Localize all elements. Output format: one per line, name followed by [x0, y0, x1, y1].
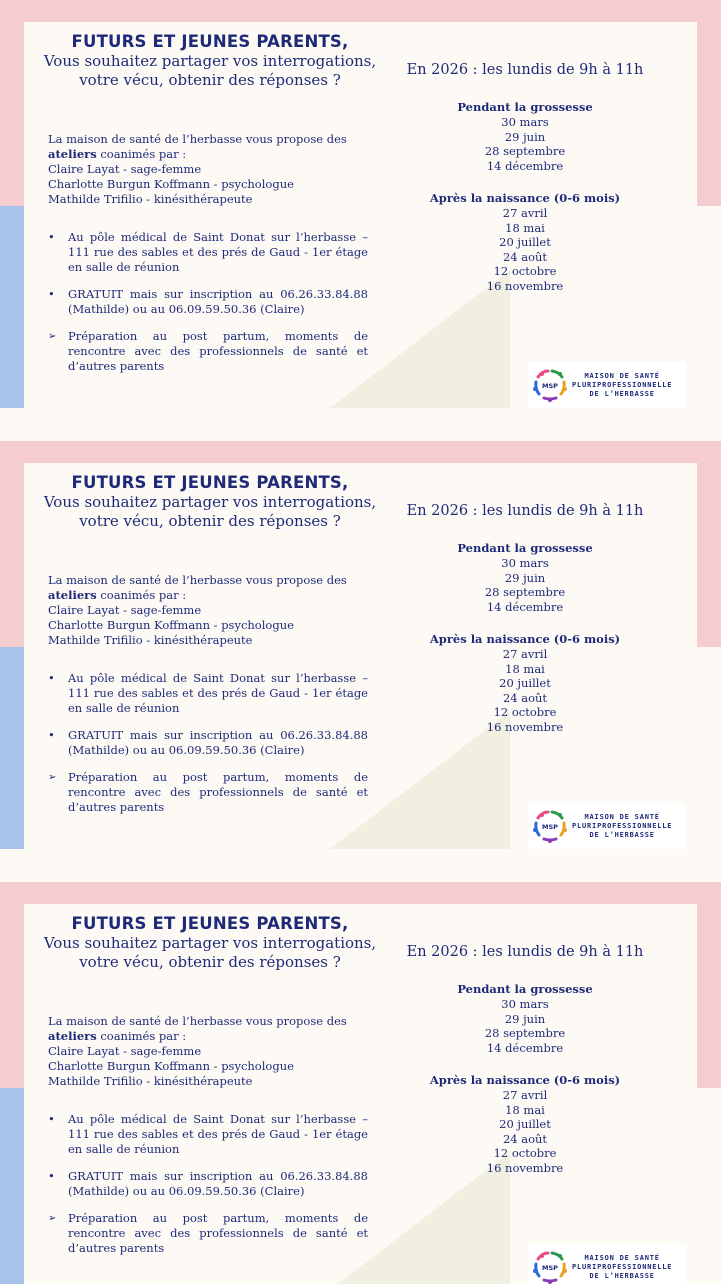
- arrow-bullet-icon: ➢: [48, 1213, 57, 1224]
- logo-line: MAISON DE SANTÉ: [584, 812, 660, 821]
- bullet-topic: [48, 770, 368, 815]
- msp-logo: [528, 362, 686, 408]
- bullet-registration: [48, 728, 368, 758]
- logo-line: PLURIPROFESSIONNELLE: [572, 380, 673, 389]
- pregnancy-dates: [400, 541, 650, 614]
- after-birth-dates: [400, 1073, 650, 1175]
- logo-line: DE L’HERBASSE: [589, 389, 655, 398]
- intro-paragraph: [48, 132, 368, 207]
- date-item: 27 avril: [502, 206, 548, 220]
- date-item: 12 octobre: [493, 1146, 557, 1160]
- date-item: 20 juillet: [499, 1117, 551, 1131]
- date-item: 16 novembre: [486, 278, 564, 293]
- staff-member: Charlotte Burgun Koffmann - psychologue: [48, 177, 294, 191]
- flyer-title: [40, 914, 380, 972]
- logo-line: MAISON DE SANTÉ: [584, 1253, 660, 1262]
- bullet-location: [48, 230, 368, 275]
- bullet-dot-icon: •: [48, 1169, 55, 1183]
- date-item: 14 décembre: [486, 599, 564, 614]
- date-item: 27 avril: [502, 1088, 548, 1102]
- pregnancy-title: Pendant la grossesse: [457, 541, 593, 555]
- date-item: 18 mai: [505, 1102, 545, 1117]
- logo-line: DE L’HERBASSE: [589, 830, 655, 839]
- intro-bold: ateliers: [48, 147, 97, 161]
- date-item: 12 octobre: [493, 264, 557, 278]
- date-item: 18 mai: [505, 220, 545, 235]
- staff-member: Mathilde Trifilio - kinésithérapeute: [48, 633, 253, 647]
- date-item: 16 novembre: [486, 719, 564, 734]
- schedule-heading: En 2026 : les lundis de 9h à 11h: [406, 503, 644, 519]
- flyer: [0, 441, 721, 882]
- bullet-topic: [48, 329, 368, 374]
- date-item: 28 septembre: [484, 144, 566, 158]
- bullet-text: Au pôle médical de Saint Donat sur l’herbasse – 111 rue des sables et des prés de Gaud - 1er étage en salle de réunion: [68, 230, 368, 274]
- msp-logo-icon: [528, 804, 572, 848]
- msp-badge: MSP: [542, 823, 558, 831]
- title-main: FUTURS ET JEUNES PARENTS,: [71, 914, 349, 933]
- info-bullets: [48, 671, 368, 827]
- date-item: 29 juin: [504, 570, 546, 585]
- after-birth-title: Après la naissance (0-6 mois): [429, 632, 621, 646]
- bullet-location: [48, 1112, 368, 1157]
- pregnancy-dates: [400, 100, 650, 173]
- blue-triangle-decor: [0, 641, 40, 851]
- flyer-title: [40, 32, 380, 90]
- pink-band-right: [697, 441, 721, 647]
- bullet-dot-icon: •: [48, 1112, 55, 1126]
- title-main: FUTURS ET JEUNES PARENTS,: [71, 32, 349, 51]
- staff-member: Claire Layat - sage-femme: [48, 1044, 202, 1058]
- msp-logo-text: [572, 1254, 672, 1281]
- bullet-dot-icon: •: [48, 671, 55, 685]
- title-subtitle: Vous souhaitez partager vos interrogations, votre vécu, obtenir des réponses ?: [43, 934, 377, 971]
- date-item: 18 mai: [505, 661, 545, 676]
- date-item: 16 novembre: [486, 1160, 564, 1175]
- intro-text-end: coanimés par :: [96, 1029, 187, 1043]
- intro-text: La maison de santé de l’herbasse vous propose des: [48, 132, 347, 146]
- arrow-bullet-icon: ➢: [48, 331, 57, 342]
- staff-member: Claire Layat - sage-femme: [48, 162, 202, 176]
- staff-member: Charlotte Burgun Koffmann - psychologue: [48, 1059, 294, 1073]
- intro-text: La maison de santé de l’herbasse vous propose des: [48, 1014, 347, 1028]
- date-item: 30 mars: [501, 115, 549, 129]
- flyer: [0, 882, 721, 1284]
- intro-text: La maison de santé de l’herbasse vous propose des: [48, 573, 347, 587]
- after-birth-title: Après la naissance (0-6 mois): [429, 191, 621, 205]
- flyer: [0, 0, 721, 441]
- bullet-text: Au pôle médical de Saint Donat sur l’herbasse – 111 rue des sables et des prés de Gaud - 1er étage en salle de réunion: [68, 671, 368, 715]
- date-item: 30 mars: [501, 997, 549, 1011]
- schedule-heading: En 2026 : les lundis de 9h à 11h: [406, 944, 644, 960]
- blue-triangle-decor: [0, 200, 40, 410]
- blue-triangle-decor: [0, 1082, 40, 1284]
- logo-line: PLURIPROFESSIONNELLE: [572, 1262, 673, 1271]
- pink-band-left: [0, 0, 24, 206]
- pregnancy-title: Pendant la grossesse: [457, 100, 593, 114]
- date-item: 20 juillet: [499, 235, 551, 249]
- intro-text-end: coanimés par :: [96, 588, 187, 602]
- msp-logo-icon: [528, 363, 572, 407]
- pink-band-top: [0, 441, 721, 463]
- date-item: 29 juin: [504, 129, 546, 144]
- msp-logo-icon: [528, 1245, 572, 1284]
- flyer-title: [40, 473, 380, 531]
- after-birth-title: Après la naissance (0-6 mois): [429, 1073, 621, 1087]
- msp-logo: [528, 1244, 686, 1284]
- bullet-dot-icon: •: [48, 230, 55, 244]
- staff-member: Mathilde Trifilio - kinésithérapeute: [48, 1074, 253, 1088]
- arrow-bullet-icon: ➢: [48, 772, 57, 783]
- intro-paragraph: [48, 1014, 368, 1089]
- pink-band-left: [0, 441, 24, 647]
- bullet-text: GRATUIT mais sur inscription au 06.26.33.84.88 (Mathilde) ou au 06.09.59.50.36 (Claire): [68, 287, 368, 316]
- intro-text-end: coanimés par :: [96, 147, 187, 161]
- intro-bold: ateliers: [48, 588, 97, 602]
- after-birth-dates: [400, 191, 650, 293]
- bullet-topic: [48, 1211, 368, 1256]
- staff-member: Claire Layat - sage-femme: [48, 603, 202, 617]
- date-item: 14 décembre: [486, 1040, 564, 1055]
- date-item: 27 avril: [502, 647, 548, 661]
- date-item: 20 juillet: [499, 676, 551, 690]
- pink-band-right: [697, 882, 721, 1088]
- schedule-heading: En 2026 : les lundis de 9h à 11h: [406, 62, 644, 78]
- date-item: 14 décembre: [486, 158, 564, 173]
- date-item: 24 août: [502, 249, 548, 264]
- after-birth-dates: [400, 632, 650, 734]
- schedule: [400, 944, 650, 1193]
- info-bullets: [48, 1112, 368, 1268]
- bullet-registration: [48, 1169, 368, 1199]
- date-item: 30 mars: [501, 556, 549, 570]
- intro-paragraph: [48, 573, 368, 648]
- staff-member: Charlotte Burgun Koffmann - psychologue: [48, 618, 294, 632]
- logo-line: MAISON DE SANTÉ: [584, 371, 660, 380]
- pregnancy-dates: [400, 982, 650, 1055]
- info-bullets: [48, 230, 368, 386]
- title-main: FUTURS ET JEUNES PARENTS,: [71, 473, 349, 492]
- schedule: [400, 503, 650, 752]
- schedule: [400, 62, 650, 311]
- bullet-text: Au pôle médical de Saint Donat sur l’herbasse – 111 rue des sables et des prés de Gaud - 1er étage en salle de réunion: [68, 1112, 368, 1156]
- msp-badge: MSP: [542, 382, 558, 390]
- title-subtitle: Vous souhaitez partager vos interrogations, votre vécu, obtenir des réponses ?: [43, 493, 377, 530]
- pink-band-top: [0, 882, 721, 904]
- bullet-text: GRATUIT mais sur inscription au 06.26.33.84.88 (Mathilde) ou au 06.09.59.50.36 (Claire): [68, 728, 368, 757]
- bullet-text: GRATUIT mais sur inscription au 06.26.33.84.88 (Mathilde) ou au 06.09.59.50.36 (Claire): [68, 1169, 368, 1198]
- logo-line: DE L’HERBASSE: [589, 1271, 655, 1280]
- pregnancy-title: Pendant la grossesse: [457, 982, 593, 996]
- msp-logo: [528, 803, 686, 849]
- date-item: 12 octobre: [493, 705, 557, 719]
- msp-badge: MSP: [542, 1264, 558, 1272]
- msp-logo-text: [572, 372, 672, 399]
- date-item: 28 septembre: [484, 1026, 566, 1040]
- intro-bold: ateliers: [48, 1029, 97, 1043]
- bullet-dot-icon: •: [48, 728, 55, 742]
- date-item: 24 août: [502, 1131, 548, 1146]
- msp-logo-text: [572, 813, 672, 840]
- pink-band-left: [0, 882, 24, 1088]
- title-subtitle: Vous souhaitez partager vos interrogations, votre vécu, obtenir des réponses ?: [43, 52, 377, 89]
- date-item: 29 juin: [504, 1011, 546, 1026]
- pink-band-right: [697, 0, 721, 206]
- bullet-location: [48, 671, 368, 716]
- logo-line: PLURIPROFESSIONNELLE: [572, 821, 673, 830]
- bullet-text: Préparation au post partum, moments de rencontre avec des professionnels de santé et d’autres parents: [68, 770, 368, 814]
- bullet-registration: [48, 287, 368, 317]
- date-item: 28 septembre: [484, 585, 566, 599]
- date-item: 24 août: [502, 690, 548, 705]
- staff-member: Mathilde Trifilio - kinésithérapeute: [48, 192, 253, 206]
- pink-band-top: [0, 0, 721, 22]
- bullet-dot-icon: •: [48, 287, 55, 301]
- bullet-text: Préparation au post partum, moments de rencontre avec des professionnels de santé et d’autres parents: [68, 1211, 368, 1255]
- bullet-text: Préparation au post partum, moments de rencontre avec des professionnels de santé et d’autres parents: [68, 329, 368, 373]
